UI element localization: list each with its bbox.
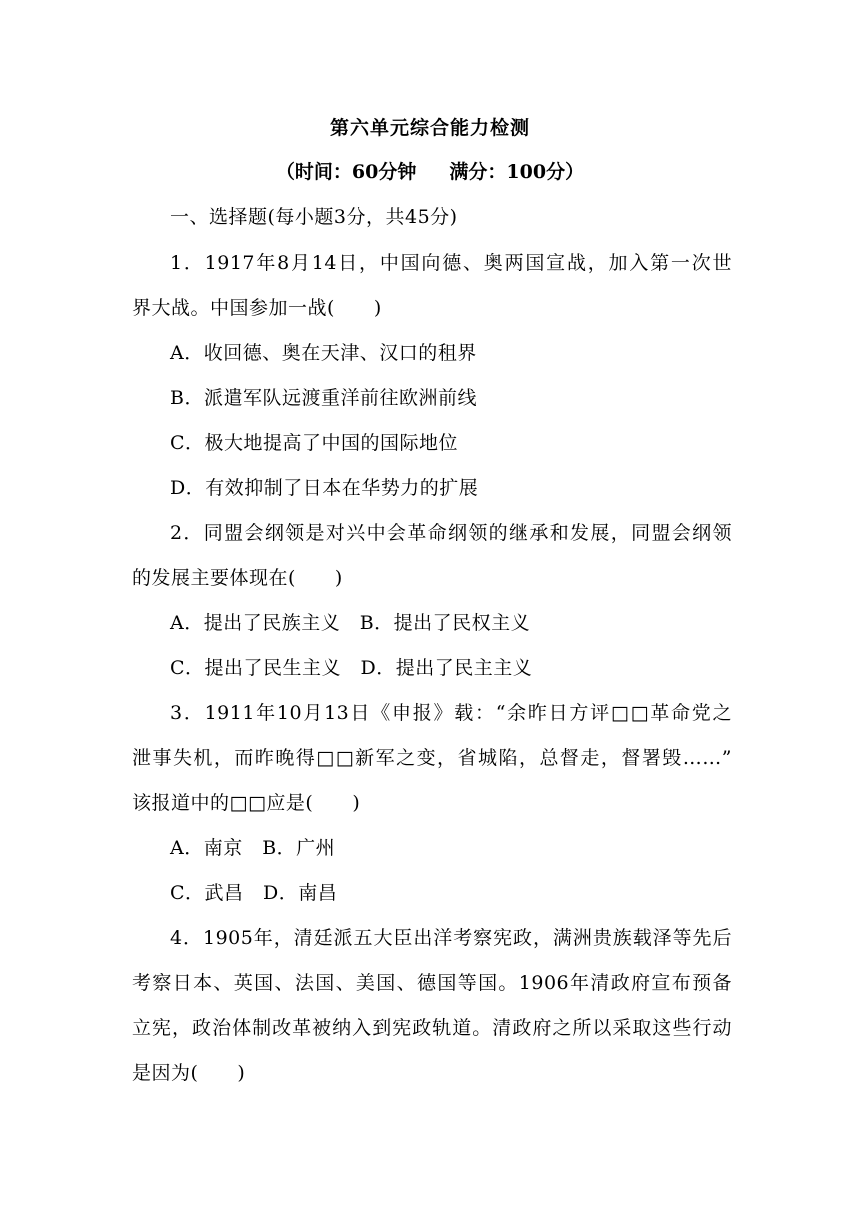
question-4-line-3: 立宪，政治体制改革被纳入到宪政轨道。清政府之所以采取这些行动 <box>132 1017 732 1039</box>
question-2-line-2: 的发展主要体现在( ) <box>132 567 343 589</box>
document-subtitle: （时间：60分钟 满分：100分） <box>275 161 585 183</box>
question-4-line-4: 是因为( ) <box>132 1062 246 1084</box>
question-1-line-2: 界大战。中国参加一战( ) <box>132 297 382 319</box>
question-4-line-1: 4．1905年，清廷派五大臣出洋考察宪政，满洲贵族载泽等先后 <box>170 927 732 949</box>
question-2-line-1: 2．同盟会纲领是对兴中会革命纲领的继承和发展，同盟会纲领 <box>170 522 732 544</box>
question-3-options-ab: A．南京 B．广州 <box>170 837 336 859</box>
question-3-line-2: 泄事失机，而昨晚得□□新军之变，省城陷，总督走，督署毁……” <box>132 747 732 769</box>
section-heading: 一、选择题(每小题3分，共45分) <box>170 206 458 228</box>
question-2-options-ab: A．提出了民族主义 B．提出了民权主义 <box>170 612 531 634</box>
question-1-option-c: C．极大地提高了中国的国际地位 <box>170 432 459 454</box>
question-4-line-2: 考察日本、英国、法国、美国、德国等国。1906年清政府宣布预备 <box>132 972 732 994</box>
question-3-options-cd: C．武昌 D．南昌 <box>170 882 338 904</box>
question-1-option-b: B．派遣军队远渡重洋前往欧洲前线 <box>170 387 477 409</box>
document-title: 第六单元综合能力检测 <box>329 117 530 139</box>
question-1-option-a: A．收回德、奥在天津、汉口的租界 <box>170 342 477 364</box>
question-3-line-1: 3．1911年10月13日《申报》载：“余昨日方评□□革命党之 <box>170 702 732 724</box>
question-3-line-3: 该报道中的□□应是( ) <box>132 792 361 814</box>
question-2-options-cd: C．提出了民生主义 D．提出了民主主义 <box>170 657 533 679</box>
question-1-option-d: D．有效抑制了日本在华势力的扩展 <box>170 477 479 499</box>
question-1-line-1: 1．1917年8月14日，中国向德、奥两国宣战，加入第一次世 <box>170 252 732 274</box>
